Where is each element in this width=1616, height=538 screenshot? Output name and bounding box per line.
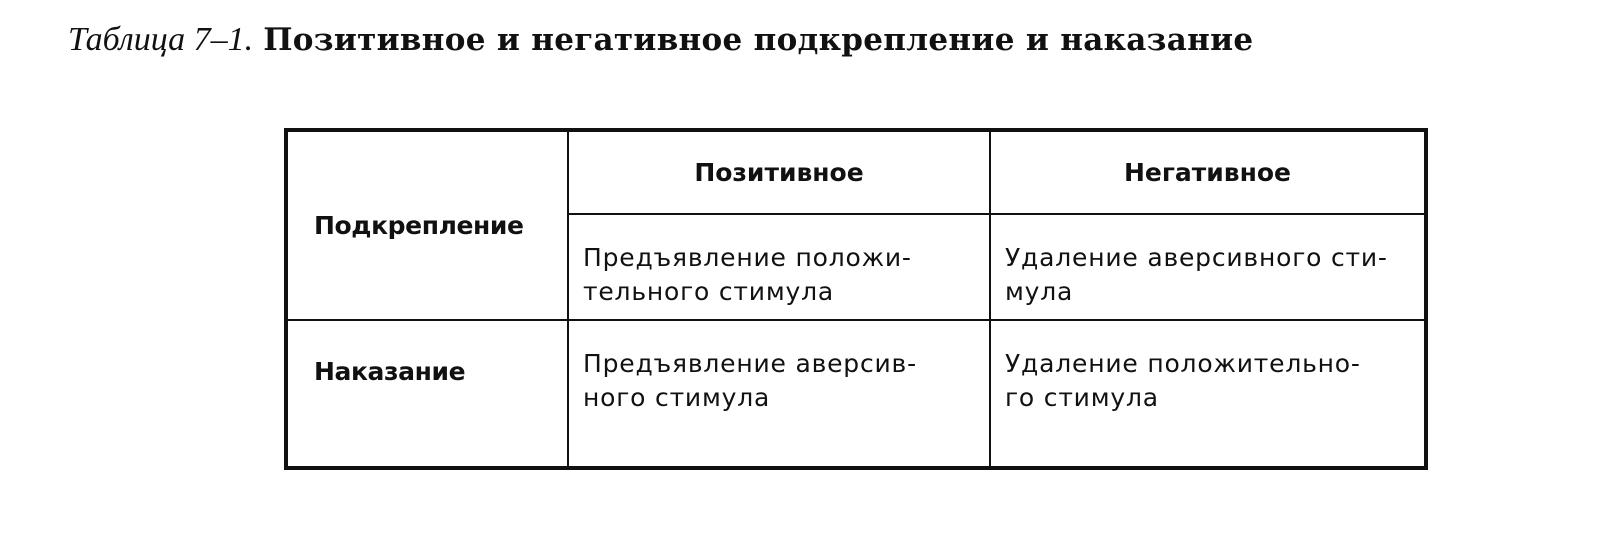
cell-text: Удаление положительно- го стимула: [1005, 349, 1361, 412]
table-header-row: [288, 132, 1424, 214]
cell-text: Предъявление положи- тельного стимула: [583, 243, 912, 306]
table-caption: [68, 20, 1253, 61]
table-title: Позитивное и негативное подкрепление и наказание: [263, 22, 1254, 58]
row-header-punishment: Наказание: [288, 320, 568, 466]
cell-punishment-negative: [990, 320, 1424, 466]
cell-punishment-positive: [568, 320, 990, 466]
cell-text: Удаление аверсивного сти- мула: [1005, 243, 1388, 306]
cell-reinforcement-negative: [990, 214, 1424, 320]
table-grid: [288, 132, 1424, 466]
reinforcement-table: [284, 128, 1428, 470]
table-number: Таблица 7–1.: [68, 21, 254, 58]
column-header-positive: Позитивное: [568, 132, 990, 214]
table-row-punishment: [288, 320, 1424, 466]
row-header-reinforcement: Подкрепление: [288, 132, 568, 320]
cell-text: Предъявление аверсив- ного стимула: [583, 349, 917, 412]
column-header-negative: Негативное: [990, 132, 1424, 214]
cell-reinforcement-positive: [568, 214, 990, 320]
